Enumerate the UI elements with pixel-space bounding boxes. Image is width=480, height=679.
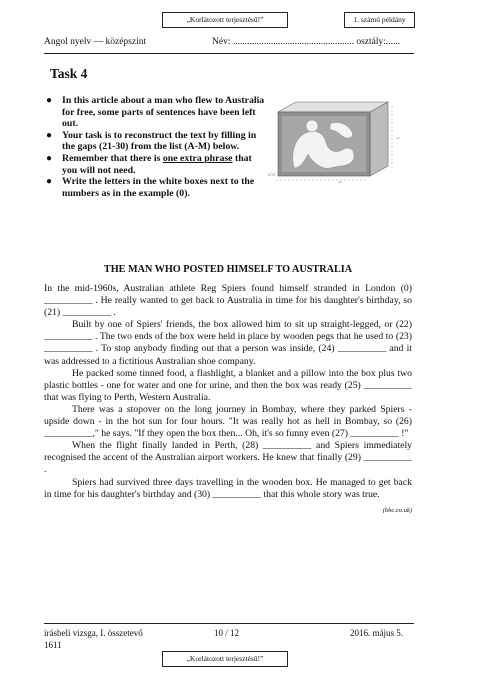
bullet-icon: ● [46,95,53,106]
figure-label: ?? [396,136,400,141]
exam-label: írásbeli vizsga, I. összetevő [44,628,143,638]
instruction-item: ● Remember that there is one extra phrase that you will not need. [46,152,252,176]
bullet-icon: ● [46,129,53,141]
instruction-item: ● Your task is to reconstruct the text by filling in the gaps (21-30) from the list (A-M) below. [46,129,257,153]
bullet-icon: ● [46,152,53,164]
restricted-label: „Korlátozott terjesztésű!” [186,654,264,663]
article-title: THE MAN WHO POSTED HIMSELF TO AUSTRALIA [103,264,353,275]
article-paragraph: Spiers had survived three days travelling in the wooden box. He managed to get back in time for his daughter's birthday and (30) __________ that this whole story was true. [44,476,412,500]
article-body [44,283,412,517]
footer-rule [44,623,414,624]
class-label: osztály:...... [356,37,401,47]
header-rule [44,53,414,54]
bullet-icon: ● [46,176,53,188]
article-paragraph: Built by one of Spiers' friends, the box allowed him to sit up straight-legged, or (22) __________ . The two ends of the box were held in place by wooden pegs that he used to (23) __________ . To stop anybody finding out that a person was inside, (24) __________ and it was addressed to a fictitious Australian shoe company. [44,319,412,367]
man-in-box-illustration [268,96,408,186]
restricted-distribution-box-footer [162,651,288,667]
article-source: (bbc.co.uk) [382,506,412,514]
figure-label: 2.13 [268,172,275,177]
task-title: Task 4 [50,66,88,81]
instruction-list [46,95,268,199]
copy-number-box [344,12,415,28]
restricted-label: „Korlátozott terjesztésű!” [186,15,264,24]
exam-code: 1611 [44,640,62,650]
copy-label: 1. számú példány [353,15,406,24]
article-paragraph: In the mid-1960s, Australian athlete Reg Spiers found himself stranded in London (0) __________ . He really wanted to get back to Australia in time for his daughter's birthday, so (21) __________ . [44,283,412,319]
figure-label: ?? [338,180,342,185]
article-paragraph: When the flight finally landed in Perth, (28) __________ and Spiers immediately recognised the accent of the Australian airport workers. He knew that finally (29) __________ . [44,440,412,476]
page-number: 10 / 12 [214,628,240,638]
restricted-distribution-box [162,12,288,28]
name-dots: ................................................... [232,37,354,47]
name-label: Név: [212,37,231,47]
article-paragraph: He packed some tinned food, a flashlight, a blanket and a pillow into the box plus two plastic bottles - one for water and one for urine, and then the box was ready (25) __________ that was flying to Perth, Western Australia. [44,367,412,403]
instruction-item: ● Write the letters in the white boxes next to the numbers as in the example (0). [46,176,255,199]
name-field [212,37,400,47]
subject-label: Angol nyelv — középszint [44,37,147,47]
article-paragraph: There was a stopover on the long journey in Bombay, where they parked Spiers - upside down - in the hot sun for four hours. "It was really hot as hell in Bombay, so (26) __________," he says. "If they open the box then... Oh, it's so funny even (27) __________ !" [44,403,412,440]
exam-date: 2016. május 5. [350,628,403,638]
instruction-item: ● In this article about a man who flew to Australia for free, some parts of sentences have been left out. [46,95,265,130]
